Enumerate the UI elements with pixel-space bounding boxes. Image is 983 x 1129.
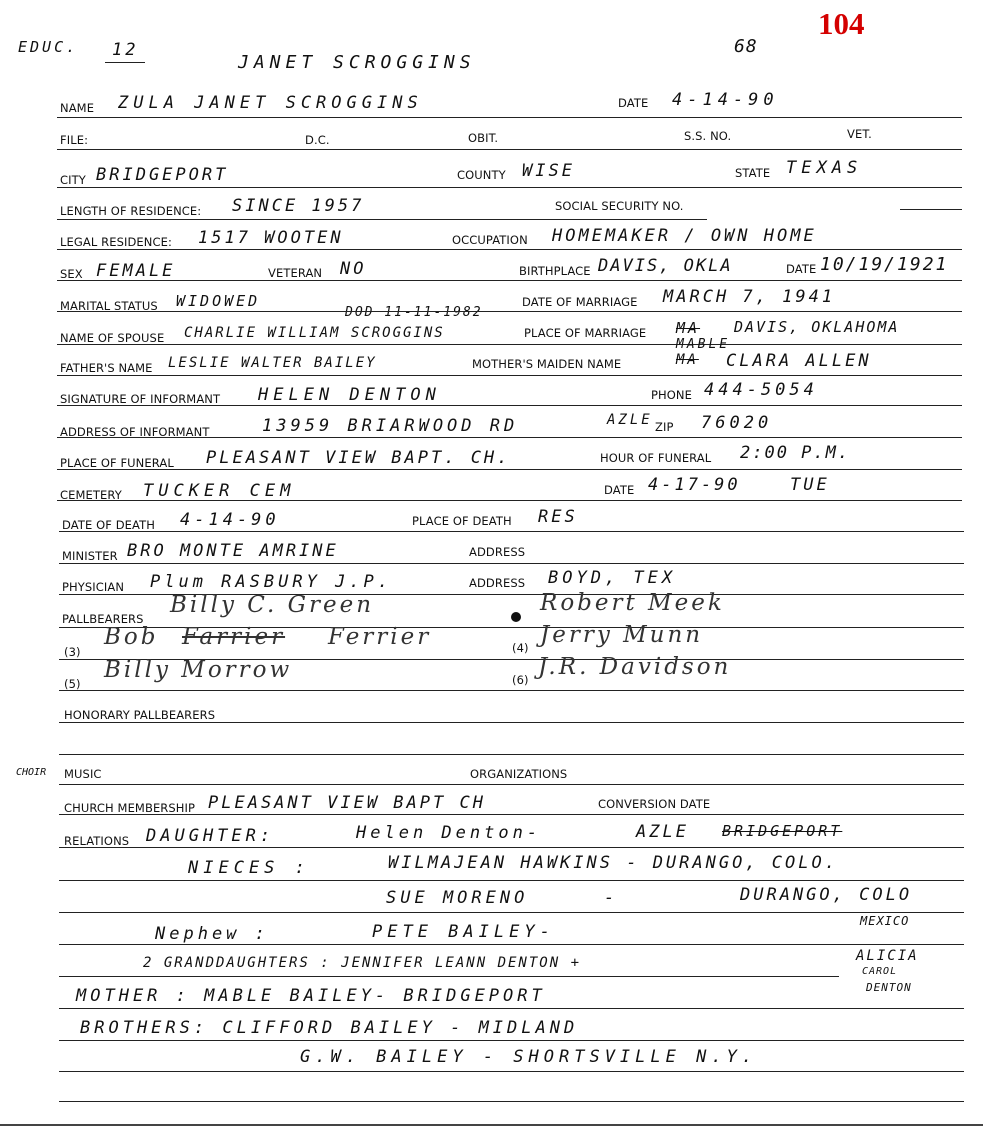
value-mother-insert: MABLE (676, 337, 731, 352)
label-place-of-funeral: PLACE OF FUNERAL (60, 456, 174, 470)
value-mother: MOTHER : MABLE BAILEY- BRIDGEPORT (76, 986, 546, 1006)
value-granddaughter-2c: DENTON (866, 981, 912, 994)
educ-label: EDUC. (18, 38, 79, 56)
label-place-of-death: PLACE OF DEATH (412, 514, 512, 528)
value-pallbearer-3-struck: Farrier (182, 624, 286, 650)
label-name: NAME (60, 101, 95, 115)
value-niece-2-dash: - (604, 888, 618, 908)
value-date-of-death: 4-14-90 (180, 510, 280, 530)
label-cemetery-date: DATE (604, 483, 635, 497)
label-place-of-marriage: PLACE OF MARRIAGE (524, 326, 647, 340)
value-music-margin: CHOIR (16, 767, 47, 778)
value-nieces-label: NIECES : (188, 858, 310, 878)
label-pallbearer-3: (3) (64, 645, 81, 659)
value-nephew-label: Nephew : (155, 924, 269, 944)
page-bottom-edge (0, 1124, 983, 1126)
value-church-membership: PLEASANT VIEW BAPT CH (208, 793, 486, 813)
value-place-of-marriage-struck: MA (676, 319, 701, 337)
value-pallbearer-3-first: Bob (104, 624, 159, 650)
value-zip: 76020 (701, 413, 773, 433)
label-social-security-no: SOCIAL SECURITY NO. (555, 199, 684, 213)
value-county: WISE (522, 161, 575, 181)
value-spouse-dod: DOD 11-11-1982 (345, 305, 483, 320)
label-name-of-spouse: NAME OF SPOUSE (60, 331, 165, 345)
page-number: 104 (818, 6, 865, 41)
value-daughter-struck: BRIDGEPORT (722, 822, 843, 840)
label-phone: PHONE (651, 388, 693, 402)
label-vet: VET. (847, 127, 872, 141)
label-conversion-date: CONVERSION DATE (598, 797, 711, 811)
value-hour-of-funeral: 2:00 P.M. (740, 443, 851, 463)
value-niece-1: WILMAJEAN HAWKINS - DURANGO, COLO. (388, 853, 838, 873)
value-state: TEXAS (786, 158, 863, 178)
value-name-of-spouse: CHARLIE WILLIAM SCROGGINS (184, 325, 445, 341)
label-dc: D.C. (305, 133, 330, 147)
value-pallbearer-1: Billy C. Green (170, 592, 375, 618)
label-relations: RELATIONS (64, 834, 130, 848)
value-brothers: BROTHERS: CLIFFORD BAILEY - MIDLAND (80, 1018, 579, 1038)
value-pallbearer-5: Billy Morrow (104, 657, 293, 683)
value-granddaughter-2a: ALICIA (856, 948, 919, 964)
label-marital-status: MARITAL STATUS (60, 299, 158, 313)
value-name: ZULA JANET SCROGGINS (118, 93, 423, 113)
label-date-of-marriage: DATE OF MARRIAGE (522, 295, 638, 309)
label-state: STATE (735, 166, 771, 180)
label-cemetery: CEMETERY (60, 488, 122, 502)
page-mark: 68 (734, 36, 758, 57)
label-pallbearer-5: (5) (64, 677, 81, 691)
header-name: JANET SCROGGINS (238, 52, 476, 73)
educ-value: 12 (112, 40, 139, 60)
value-cemetery-date: 4-17-90 (648, 475, 741, 495)
value-phone: 444-5054 (704, 380, 818, 400)
value-niece-2-city: DURANGO, COLO (740, 885, 913, 905)
value-granddaughters: 2 GRANDDAUGHTERS : JENNIFER LEANN DENTON + (143, 955, 582, 971)
value-place-of-marriage: DAVIS, OKLAHOMA (734, 318, 900, 336)
value-marital-status: WIDOWED (176, 292, 261, 310)
value-sex: FEMALE (96, 261, 176, 281)
label-date-of-death: DATE OF DEATH (62, 518, 155, 532)
value-date: 4-14-90 (672, 90, 779, 110)
value-legal-residence: 1517 WOOTEN (198, 228, 344, 248)
label-city: CITY (60, 173, 86, 187)
label-physician-address: ADDRESS (469, 576, 526, 590)
label-ssno: S.S. NO. (684, 129, 732, 143)
label-minister: MINISTER (62, 549, 118, 563)
value-niece-2: SUE MORENO (386, 888, 529, 908)
label-sex: SEX (60, 267, 83, 281)
label-file: FILE: (60, 133, 89, 147)
value-pallbearer-3-last: Ferrier (328, 624, 432, 650)
value-nephew-city: MEXICO (860, 914, 910, 928)
label-physician: PHYSICIAN (62, 580, 125, 594)
value-relations-daughter: DAUGHTER: (146, 826, 275, 846)
value-pallbearer-6: J.R. Davidson (538, 654, 732, 680)
value-pallbearer-2: Robert Meek (540, 590, 725, 616)
value-mother-struck: MA (676, 352, 699, 368)
label-zip: ZIP (655, 420, 674, 434)
value-minister: BRO MONTE AMRINE (127, 541, 339, 561)
label-occupation: OCCUPATION (452, 233, 528, 247)
label-pallbearers: PALLBEARERS (62, 612, 144, 626)
value-address-of-informant: 13959 BRIARWOOD RD (262, 416, 519, 436)
value-cemetery-day: TUE (790, 475, 830, 495)
value-place-of-death: RES (538, 507, 578, 527)
label-pallbearer-6: (6) (512, 673, 529, 687)
value-birthplace: DAVIS, OKLA (598, 256, 733, 276)
label-mothers-maiden-name: MOTHER'S MAIDEN NAME (472, 357, 622, 371)
label-birth-date: DATE (786, 262, 817, 276)
label-address-of-informant: ADDRESS OF INFORMANT (60, 425, 210, 439)
label-signature-of-informant: SIGNATURE OF INFORMANT (60, 392, 221, 406)
value-length-of-residence: SINCE 1957 (232, 196, 365, 216)
label-county: COUNTY (457, 168, 506, 182)
value-veteran: NO (340, 259, 367, 279)
label-music: MUSIC (64, 767, 102, 781)
label-legal-residence: LEGAL RESIDENCE: (60, 235, 172, 249)
value-place-of-funeral: PLEASANT VIEW BAPT. CH. (206, 448, 511, 468)
value-birth-date: 10/19/1921 (820, 254, 949, 275)
value-daughter-name: Helen Denton- (356, 823, 542, 843)
value-pallbearer-4: Jerry Munn (540, 622, 704, 648)
value-physician-address: BOYD, TEX (548, 568, 677, 588)
value-occupation: HOMEMAKER / OWN HOME (552, 226, 817, 246)
bullet-dot (511, 612, 521, 622)
value-cemetery: TUCKER CEM (143, 481, 296, 501)
value-granddaughter-2b: CAROL (862, 966, 898, 977)
value-physician: Plum RASBURY J.P. (150, 572, 392, 592)
label-pallbearer-4: (4) (512, 641, 529, 655)
label-organizations: ORGANIZATIONS (470, 767, 568, 781)
value-address-city: AZLE (607, 412, 653, 428)
label-hour-of-funeral: HOUR OF FUNERAL (600, 451, 712, 465)
value-signature-of-informant: HELEN DENTON (258, 385, 441, 405)
value-mothers-maiden-name: CLARA ALLEN (726, 351, 872, 371)
value-fathers-name: LESLIE WALTER BAILEY (168, 355, 377, 371)
label-honorary-pallbearers: HONORARY PALLBEARERS (64, 708, 216, 722)
label-fathers-name: FATHER'S NAME (60, 361, 153, 375)
value-nephew: PETE BAILEY- (372, 922, 555, 942)
label-veteran: VETERAN (268, 266, 323, 280)
label-date: DATE (618, 96, 649, 110)
label-minister-address: ADDRESS (469, 545, 526, 559)
label-birthplace: BIRTHPLACE (519, 264, 591, 278)
label-length-of-residence: LENGTH OF RESIDENCE: (60, 204, 202, 218)
value-city: BRIDGEPORT (96, 165, 229, 185)
value-daughter-city: AZLE (636, 822, 689, 842)
value-brother-2: G.W. BAILEY - SHORTSVILLE N.Y. (300, 1047, 758, 1067)
label-obit: OBIT. (468, 131, 499, 145)
label-church-membership: CHURCH MEMBERSHIP (64, 801, 196, 815)
value-date-of-marriage: MARCH 7, 1941 (663, 287, 836, 307)
